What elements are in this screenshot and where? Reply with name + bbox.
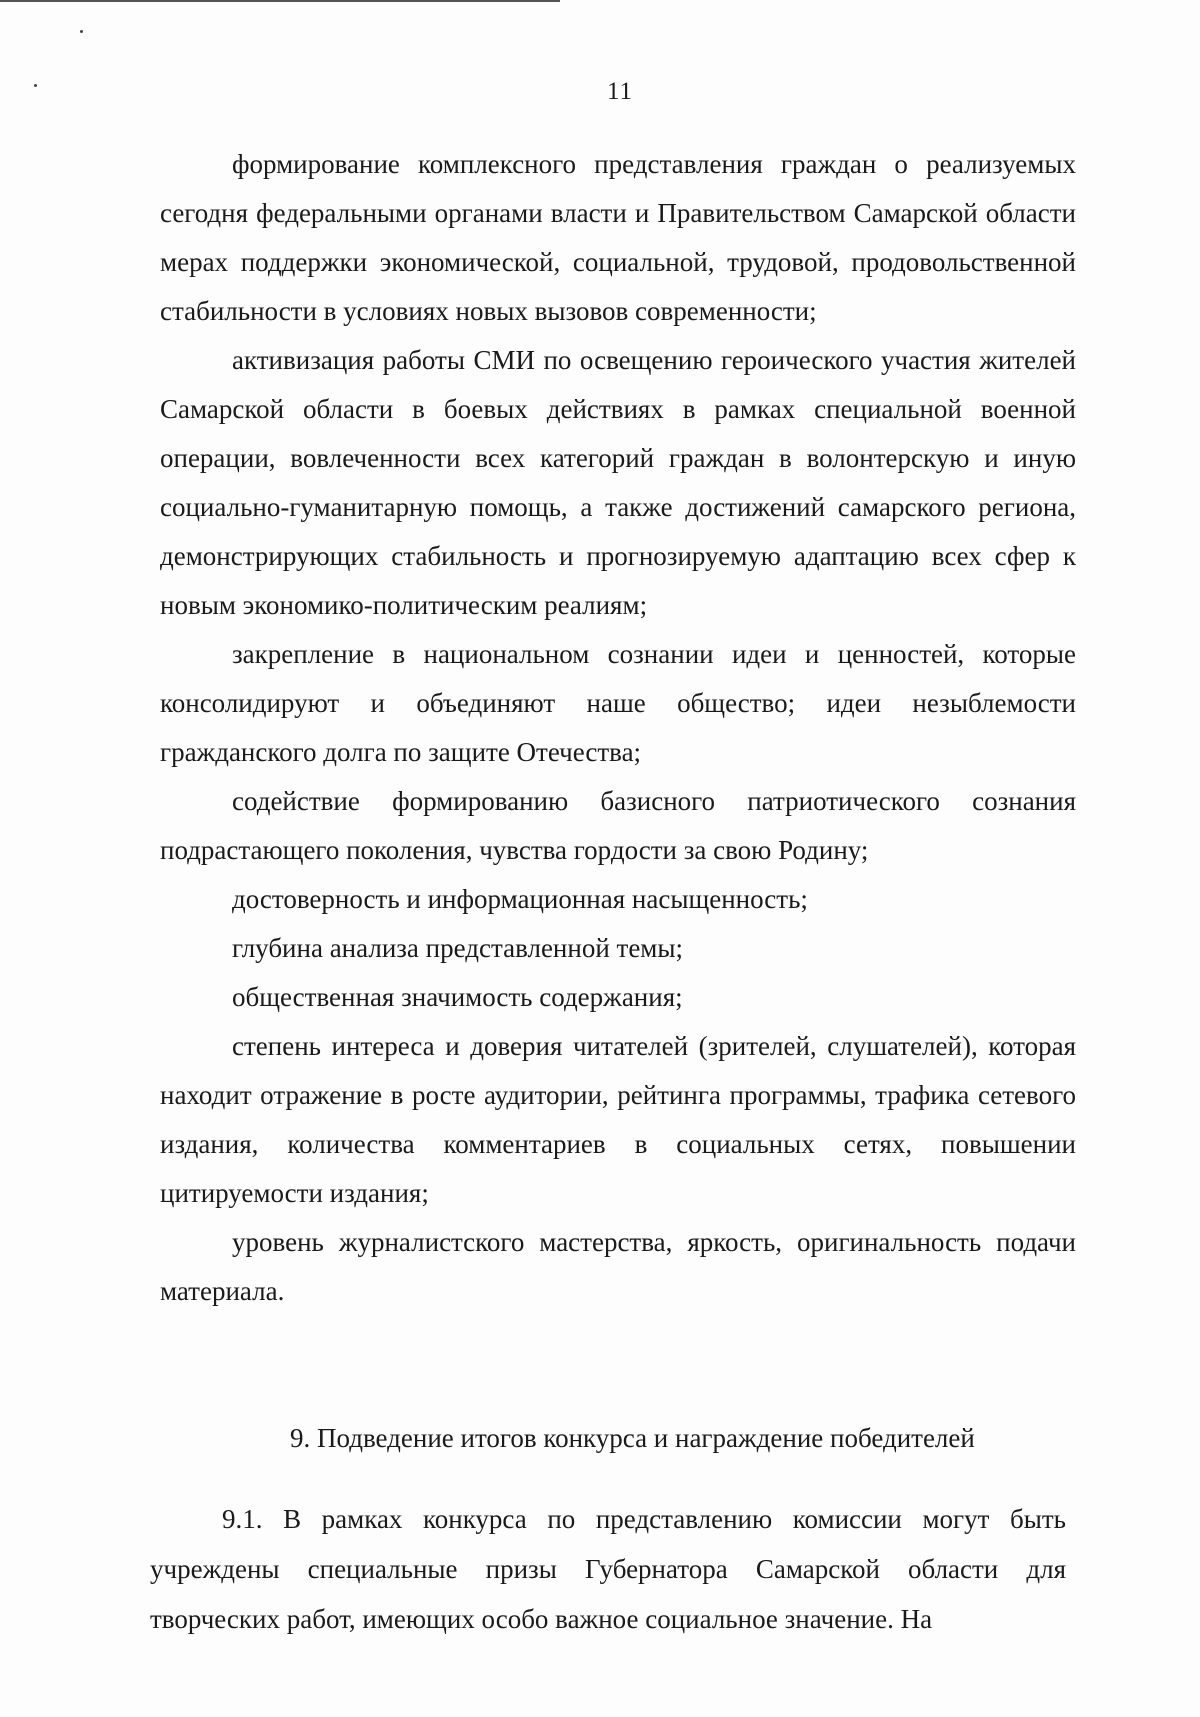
page-number: 11 <box>606 78 634 105</box>
list-item-paragraph: активизация работы СМИ по освещению героического участия жителей Самарской области в боевых действиях в рамках специальной военной операции, вовлеченности всех категорий граждан в волонтерскую и иную социально-гуманитарную помощь, а также достижений самарского региона, демонстрирующих стабильность и прогнозируемую адаптацию всех сфер к новым экономико-политическим реалиям; <box>160 345 1076 620</box>
scan-speck <box>80 30 83 33</box>
section-paragraph: 9.1. В рамках конкурса по представлению комиссии могут быть учреждены специальные призы Губернатора Самарской области для творческих работ, имеющих особо важное социальное значение. На <box>150 1504 1066 1634</box>
scan-edge-line <box>0 0 560 2</box>
list-item-paragraph: закрепление в национальном сознании идеи и ценностей, которые консолидируют и объединяют наше общество; идеи незыблемости гражданского долга по защите Отечества; <box>160 639 1076 767</box>
list-item-paragraph: достоверность и информационная насыщенность; <box>232 884 808 914</box>
list-item-paragraph: глубина анализа представленной темы; <box>232 933 684 963</box>
list-item-paragraph: степень интереса и доверия читателей (зрителей, слушателей), которая находит отражение в росте аудитории, рейтинга программы, трафика сетевого издания, количества комментариев в социальных сетях, повышении цитируемости издания; <box>160 1031 1076 1208</box>
list-item-paragraph: общественная значимость содержания; <box>232 982 683 1012</box>
body-text <box>160 140 1076 1316</box>
list-item-paragraph: формирование комплексного представления граждан о реализуемых сегодня федеральными органами власти и Правительством Самарской области мерах поддержки экономической, социальной, трудовой, продовольственной стабильности в условиях новых вызовов современности; <box>160 149 1076 326</box>
section-body <box>150 1494 1066 1644</box>
list-item-paragraph: уровень журналистского мастерства, яркость, оригинальность подачи материала. <box>160 1227 1076 1306</box>
section-heading: 9. Подведение итогов конкурса и награждение победителей <box>290 1423 975 1453</box>
list-item-paragraph: содействие формированию базисного патриотического сознания подрастающего поколения, чувства гордости за свою Родину; <box>160 786 1076 865</box>
